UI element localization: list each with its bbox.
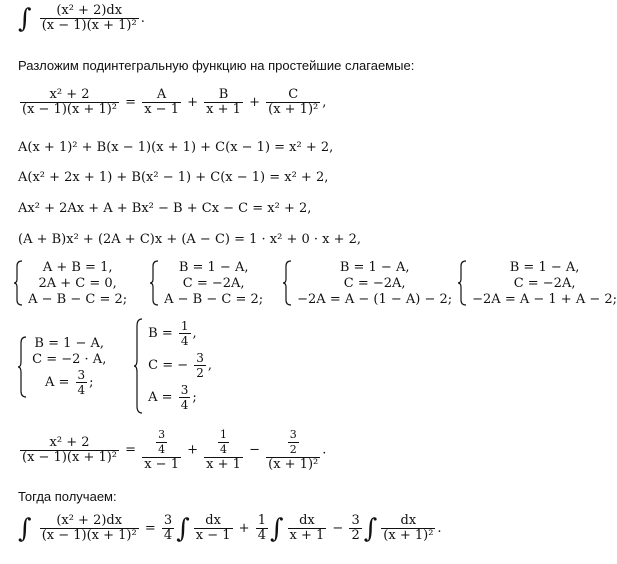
decompose-text: Разложим подинтегральную функцию на простейшие слагаемые: — [18, 58, 415, 73]
row-lhs: A = — [148, 390, 173, 405]
equation-3: Ax² + 2Ax + A + Bx² − B + Cx − C = x² + 2, — [18, 201, 312, 216]
coef-1 — [162, 514, 174, 543]
a-denominator: x − 1 — [144, 102, 179, 117]
term-1-numerator — [142, 428, 181, 458]
numerator: 1 — [220, 428, 228, 441]
equation-4: (A + B)x² + (2A + C)x + (A − C) = 1 · x² + 0 · x + 2, — [18, 232, 362, 247]
denominator: 4 — [220, 443, 228, 456]
lhs-denominator: (x − 1)(x + 1)² — [22, 102, 118, 117]
b-denominator: x + 1 — [206, 102, 241, 117]
plus-sign: + — [187, 95, 199, 110]
system-row: C = −2 · A, — [32, 352, 107, 367]
brace-icon — [458, 260, 468, 306]
lhs-fraction — [20, 88, 119, 117]
numerator: dx — [194, 514, 233, 529]
brace-icon — [283, 260, 293, 306]
coef-3 — [349, 514, 361, 543]
row-lhs: B = — [148, 326, 173, 341]
system-1 — [14, 260, 127, 308]
plus-sign: + — [238, 521, 250, 536]
system-row: C = −2A, — [182, 276, 245, 291]
lhs-fraction — [40, 514, 139, 543]
system-row: B = 1 − A, — [178, 260, 249, 275]
brace-icon — [134, 318, 144, 414]
system-row — [148, 350, 212, 382]
equals-sign: = — [144, 521, 156, 536]
fraction — [179, 319, 191, 348]
term-1-denominator: x − 1 — [144, 457, 179, 472]
denominator: x − 1 — [195, 528, 231, 543]
comma: , — [207, 358, 213, 373]
fraction — [76, 368, 88, 397]
integral-3-fraction — [381, 514, 435, 543]
system-row — [32, 368, 106, 397]
system-row — [148, 318, 212, 350]
numerator: 3 — [158, 428, 166, 441]
denominator: 2 — [351, 528, 360, 543]
denominator: 2 — [196, 366, 204, 380]
term-3-denominator: (x + 1)² — [268, 457, 319, 472]
coef-fraction — [218, 428, 229, 457]
lhs-denominator: (x − 1)(x + 1)² — [22, 449, 118, 465]
numerator: 3 — [289, 428, 297, 441]
integrand-numerator: (x² + 2)dx — [40, 4, 139, 19]
denominator: (x + 1)² — [383, 528, 434, 543]
lhs-numerator: x² + 2 — [20, 436, 119, 451]
denominator: 4 — [158, 443, 166, 456]
then-text: Тогда получаем: — [18, 489, 117, 504]
integral-2-fraction — [288, 514, 327, 543]
integral-sign: ∫ — [18, 3, 32, 34]
system-row: C = −2A, — [513, 276, 576, 291]
system-6 — [134, 318, 212, 414]
system-2 — [150, 260, 263, 308]
decomposition-equation — [18, 88, 326, 117]
coef-2 — [256, 514, 268, 543]
equation-1: A(x + 1)² + B(x − 1)(x + 1) + C(x − 1) = x² + 2, — [18, 140, 334, 155]
comma: , — [322, 95, 327, 110]
fraction-a — [142, 88, 181, 117]
integral-sign: ∫ — [269, 513, 284, 544]
denominator: 4 — [180, 334, 189, 348]
semicolon: ; — [192, 390, 197, 405]
system-row: B = 1 − A, — [339, 260, 410, 275]
numerator: 3 — [351, 513, 360, 528]
brace-icon — [18, 336, 28, 398]
integral-sign: ∫ — [176, 513, 190, 544]
semicolon: ; — [89, 375, 94, 390]
system-row: −2A = A − 1 + A − 2; — [472, 292, 617, 307]
system-row: C = −2A, — [343, 276, 406, 291]
numerator: 3 — [180, 383, 189, 397]
integral-sign: ∫ — [363, 513, 378, 544]
system-5 — [18, 336, 106, 398]
lhs-denominator: (x − 1)(x + 1)² — [41, 528, 137, 543]
denominator: 4 — [257, 528, 266, 543]
row-lhs: C = − — [148, 358, 189, 373]
system-4 — [458, 260, 617, 308]
plus-sign: + — [187, 442, 199, 458]
lhs-numerator: x² + 2 — [20, 88, 119, 103]
system-row: B = 1 − A, — [34, 336, 105, 351]
system-3 — [283, 260, 452, 308]
lhs-fraction — [20, 436, 119, 465]
coef-fraction — [288, 428, 299, 457]
term-2-denominator: x + 1 — [206, 457, 241, 472]
numerator: dx — [288, 514, 327, 529]
integrand-denominator: (x − 1)(x + 1)² — [41, 18, 137, 33]
minus-sign: − — [332, 521, 344, 536]
system-row: −2A = A − (1 − A) − 2; — [297, 292, 453, 307]
term-3-numerator — [266, 428, 320, 458]
numerator: 1 — [180, 319, 189, 333]
numerator: 3 — [196, 351, 204, 365]
denominator: 4 — [163, 528, 173, 543]
integrand-fraction — [40, 4, 139, 33]
system-row: 2A + C = 0, — [38, 276, 117, 291]
result-equation — [18, 428, 326, 472]
integral-1-fraction — [194, 514, 233, 543]
equals-sign: = — [125, 95, 137, 110]
b-numerator: B — [204, 88, 243, 103]
equals-sign: = — [125, 442, 137, 458]
denominator: 2 — [289, 443, 297, 456]
a-numerator: A — [142, 88, 181, 103]
numerator: 3 — [77, 368, 86, 382]
numerator: 1 — [257, 513, 266, 528]
system-row: A + B = 1, — [42, 260, 113, 275]
row-lhs: A = — [44, 375, 70, 390]
term-1-fraction — [142, 428, 181, 472]
lhs-numerator: (x² + 2)dx — [40, 514, 139, 529]
numerator: dx — [381, 514, 435, 529]
system-row — [148, 382, 212, 414]
period: . — [322, 442, 327, 458]
fraction-b — [204, 88, 243, 117]
denominator: x + 1 — [289, 528, 325, 543]
c-numerator: C — [266, 88, 320, 103]
integral-sign: ∫ — [18, 513, 32, 544]
c-denominator: (x + 1)² — [268, 102, 319, 117]
term-3-fraction — [266, 428, 320, 472]
plus-sign: + — [249, 95, 260, 110]
brace-icon — [14, 260, 24, 306]
denominator: 4 — [77, 383, 86, 397]
minus-sign: − — [249, 442, 260, 458]
denominator: 4 — [180, 398, 189, 412]
fraction — [179, 383, 191, 412]
system-row: A − B − C = 2; — [164, 292, 264, 307]
comma: , — [192, 326, 197, 341]
system-row: A − B − C = 2; — [28, 292, 128, 307]
brace-icon — [150, 260, 160, 306]
system-row: B = 1 − A, — [509, 260, 580, 275]
term-2-numerator — [204, 428, 243, 458]
equation-2: A(x² + 2x + 1) + B(x² − 1) + C(x − 1) = x² + 2, — [18, 170, 329, 185]
period: . — [437, 521, 442, 536]
final-equation — [18, 514, 442, 543]
period: . — [140, 11, 145, 26]
coef-fraction — [156, 428, 167, 457]
fraction — [194, 351, 206, 380]
integral-expression — [18, 4, 145, 33]
term-2-fraction — [204, 428, 243, 472]
fraction-c — [266, 88, 320, 117]
numerator: 3 — [163, 513, 173, 528]
